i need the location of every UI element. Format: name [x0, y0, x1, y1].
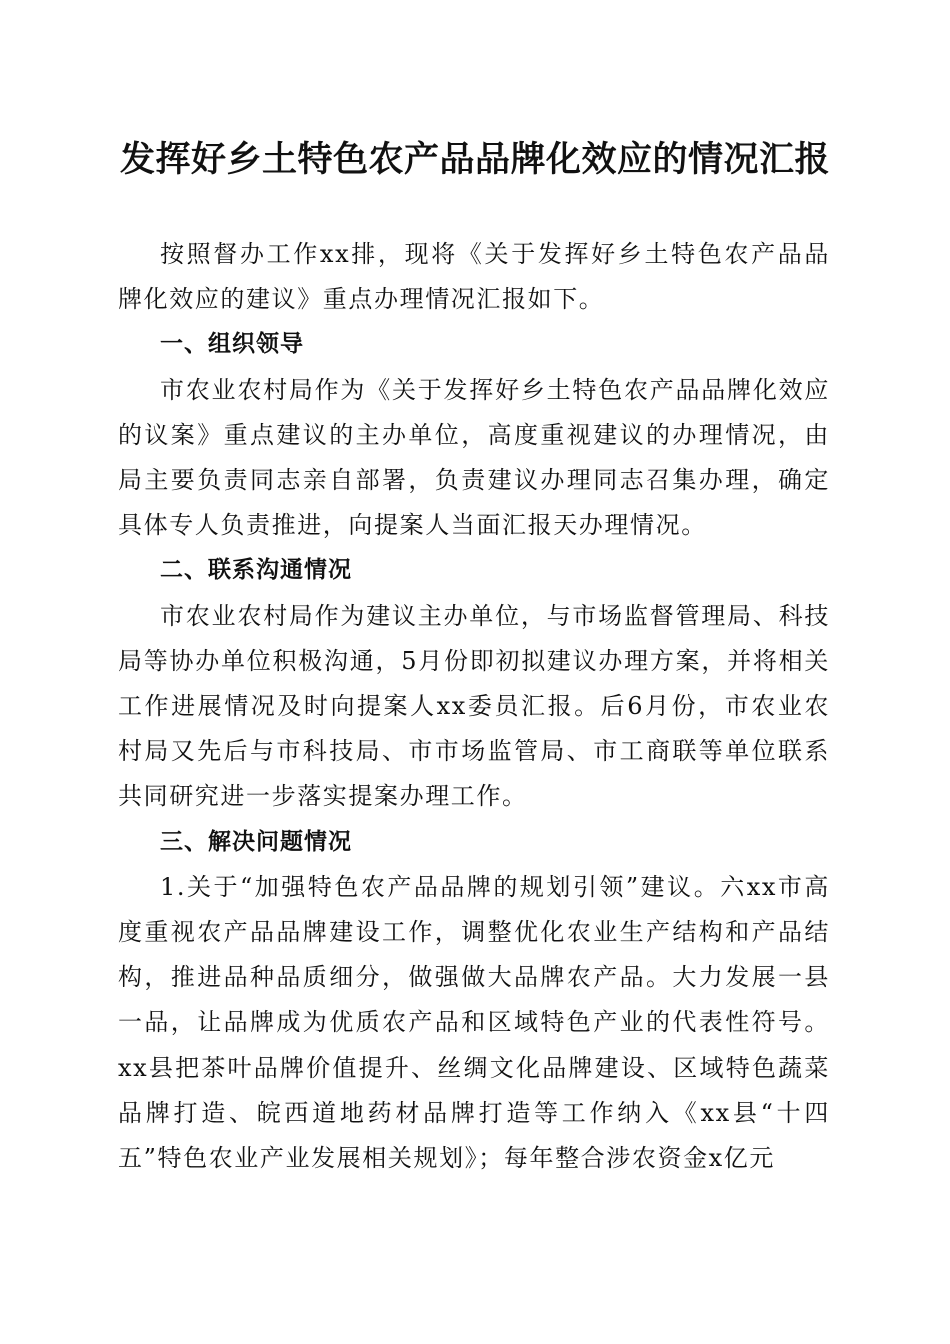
section-heading: 一、组织领导 [160, 331, 304, 358]
section-paragraph: 市农业农村局作为建议主办单位，与市场监督管理局、科技局等协办单位积极沟通，5月份即初拟建议办理方案，并将相关工作进展情况及时向提案人xx委员汇报。后6月份，市农业农村局又先后与市科技局、市市场监管局、市工商联等单位联系共同研究进一步落实提案办理工作。 [118, 601, 830, 811]
section-paragraph: 市农业农村局作为《关于发挥好乡土特色农产品品牌化效应的议案》重点建议的主办单位，高度重视建议的办理情况，由局主要负责同志亲自部署，负责建议办理同志召集办理，确定具体专人负责推进，向提案人当面汇报天办理情况。 [118, 375, 830, 540]
intro-paragraph: 按照督办工作xx排，现将《关于发挥好乡土特色农产品品牌化效应的建议》重点办理情况汇报如下。 [118, 240, 830, 314]
document-title: 发挥好乡土特色农产品品牌化效应的情况汇报 [119, 139, 830, 180]
section-communication [118, 548, 830, 819]
section-heading: 二、联系沟通情况 [160, 557, 352, 584]
section-problem-solving [118, 820, 830, 1182]
section-heading: 三、解决问题情况 [160, 828, 352, 855]
section-paragraph: 1.关于“加强特色农产品品牌的规划引领”建议。六xx市高度重视农产品品牌建设工作，调整优化农业生产结构和产品结构，推进品种品质细分，做强做大品牌农产品。大力发展一县一品，让品牌成为优质农产品和区域特色产业的代表性符号。xx县把茶叶品牌价值提升、丝绸文化品牌建设、区域特色蔬菜品牌打造、皖西道地药材品牌打造等工作纳入《xx县“十四五”特色农业产业发展相关规划》；每年整合涉农资金x亿元 [118, 872, 830, 1173]
section-organization [118, 322, 830, 548]
document-body [118, 232, 830, 1181]
